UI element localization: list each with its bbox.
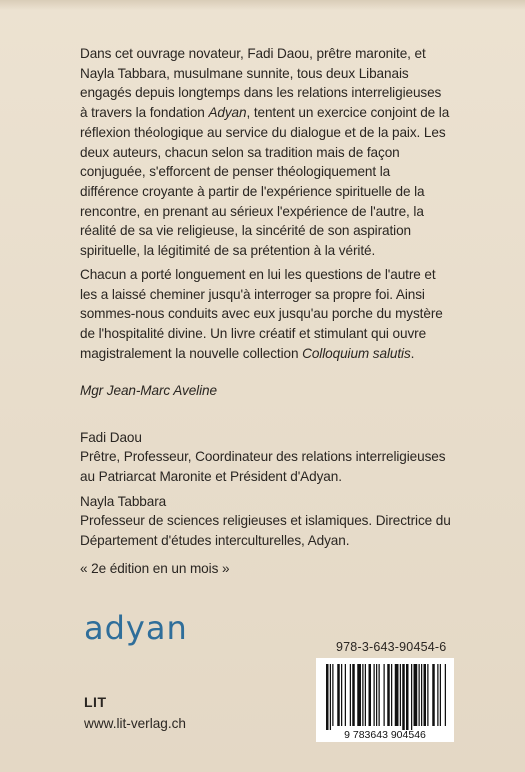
author-name: Fadi Daou xyxy=(80,430,142,445)
barcode-bar xyxy=(437,664,438,726)
barcode-bar xyxy=(357,664,361,726)
adyan-logo: adyan xyxy=(84,609,188,647)
paragraph-2-text: Chacun a porté longuement en lui les questions de l'autre et les a laissé cheminer jusqu'à interroger sa propre foi. Ainsi sommes-nous conduits avec eux jusqu'au porche du mystère de l'hospitalité divine. Un livre créatif et stimulant qui ouvre magistralement la nouvelle collection xyxy=(80,267,443,361)
barcode-bar xyxy=(350,664,351,726)
barcode-bar xyxy=(379,664,380,726)
barcode-bar xyxy=(332,664,333,726)
barcode-bar xyxy=(326,664,329,730)
barcode-graphic xyxy=(316,658,454,742)
barcode-bar xyxy=(406,664,409,730)
author-name: Nayla Tabbara xyxy=(80,494,167,509)
barcode-bar xyxy=(419,664,420,726)
barcode-bar xyxy=(427,664,428,726)
barcode-bar xyxy=(440,664,441,726)
barcode-bar xyxy=(387,664,390,726)
barcode-bar xyxy=(391,664,392,726)
barcode-bars xyxy=(326,664,446,730)
description-paragraph-1 xyxy=(80,44,450,261)
barcode-bar xyxy=(414,664,418,726)
barcode-bar xyxy=(445,664,446,726)
publisher-logo: LIT xyxy=(84,694,107,710)
barcode-bar xyxy=(411,664,412,730)
edition-note: « 2e édition en un mois » xyxy=(80,561,230,576)
barcode-bar xyxy=(341,664,342,726)
barcode-bar xyxy=(374,664,375,726)
barcode-bar xyxy=(369,664,372,726)
author-bio: Professeur de sciences religieuses et islamiques. Directrice du Département d'études interculturelles, Adyan. xyxy=(80,513,451,548)
endorsement-signature: Mgr Jean-Marc Aveline xyxy=(80,383,217,398)
publisher-url: www.lit-verlag.ch xyxy=(84,716,186,731)
paragraph-2-italic: Colloquium salutis xyxy=(302,345,411,361)
barcode-bar xyxy=(330,664,331,730)
barcode-bar xyxy=(337,664,340,726)
barcode-bar xyxy=(402,664,405,730)
isbn-number: 978-3-643-90454-6 xyxy=(336,640,447,654)
barcode-bar xyxy=(432,664,435,726)
paragraph-1-text: Dans cet ouvrage novateur, Fadi Daou, prêtre maronite, et Nayla Tabbara, musulmane sunnite, tous deux Libanais engagés depuis longtemps dans les relations interreligieuses à travers la fondation xyxy=(80,46,442,121)
author-bio: Prêtre, Professeur, Coordinateur des relations interreligieuses au Patriarcat Maronite et Président d'Adyan. xyxy=(80,449,446,484)
cover-edge xyxy=(0,0,525,10)
barcode-bar xyxy=(424,664,427,726)
isbn-barcode xyxy=(316,658,454,742)
description-paragraph-2 xyxy=(80,265,450,364)
barcode-bar xyxy=(345,664,346,726)
barcode-bar xyxy=(384,664,385,726)
barcode-bar xyxy=(400,664,401,726)
paragraph-1-italic: Adyan xyxy=(208,105,247,121)
barcode-bar xyxy=(395,664,399,726)
barcode-bar xyxy=(376,664,377,726)
paragraph-2-text-end: . xyxy=(410,345,415,361)
barcode-bar xyxy=(352,664,355,726)
barcode-digits: 9 783643 904546 xyxy=(344,729,426,741)
barcode-bar xyxy=(362,664,363,726)
paragraph-1-text-end: , tentent un exercice conjoint de la réflexion théologique au service du dialogue et de la paix. Les deux auteurs, chacun selon sa tradition mais de façon conjuguée, s'efforcent de penser théologiquement la différence croyante à partir de l'expérience spirituelle de la rencontre, en prenant au sérieux l'expérience de l'autre, la réalité de sa vie religieuse, la sincérité de son aspiration spirituelle, la légitimité de sa prétention à la vérité. xyxy=(80,105,450,259)
barcode-bar xyxy=(421,664,422,726)
barcode-bar xyxy=(365,664,366,726)
